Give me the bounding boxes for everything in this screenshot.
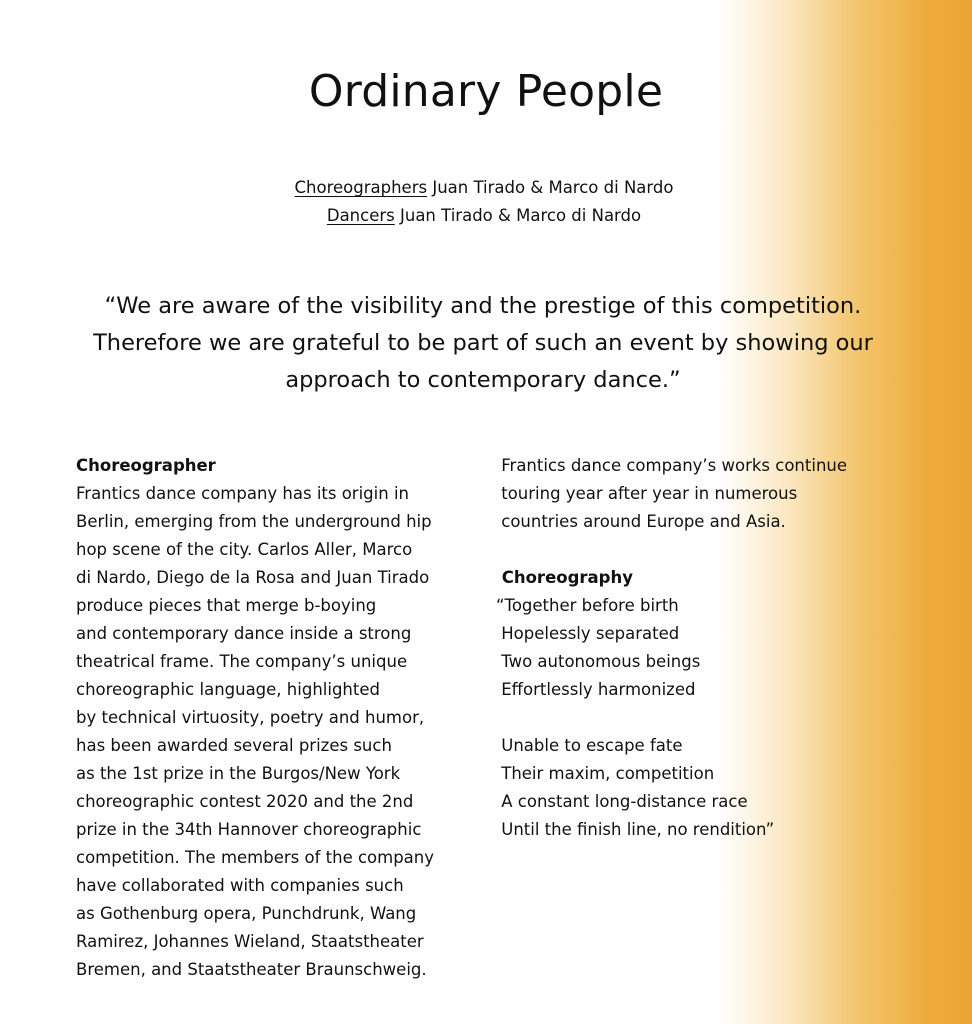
credits-block (0, 174, 968, 230)
choreographers-role-label: Choreographers (294, 178, 428, 197)
dancers-names: Juan Tirado & Marco di Nardo (400, 206, 642, 225)
dancers-credit (0, 202, 968, 230)
pull-quote: “We are aware of the visibility and the prestige of this competition. Therefore we are grateful to be part of such an event by showing our approach to contemporary dance.” (93, 293, 873, 393)
stanza-spacer (496, 704, 896, 732)
choreographer-section (76, 452, 486, 984)
choreographer-bio: Frantics dance company has its origin in Berlin, emerging from the underground hip hop scene of the city. Carlos Aller, Marco di Nardo, Diego de la Rosa and Juan Tirado produce pieces that merge b-boying and contemporary dance inside a strong theatrical frame. The company’s unique choreographic language, highlighted by technical virtuosity, poetry and humor, has been awarded several prizes such as the 1st prize in the Burgos/New York choreographic contest 2020 and the 2nd prize in the 34th Hannover choreographic competition. The members of the company have collaborated with companies such as Gothenburg opera, Punchdrunk, Wang Ramirez, Johannes Wieland, Staatstheater Bremen, and Staatstheater Braunschweig. (76, 484, 435, 979)
choreographer-heading: Choreographer (76, 456, 216, 475)
section-spacer (496, 536, 896, 564)
choreographers-credit (0, 174, 968, 202)
dancers-role-label: Dancers (326, 206, 395, 225)
choreography-heading: Choreography (496, 568, 633, 587)
poem-stanza-1: “Together before birth Hopelessly separated Two autonomous beings Effortlessly harmonized (496, 596, 701, 699)
page-title: Ordinary People (308, 66, 664, 117)
company-touring-text: Frantics dance company’s works continue touring year after year in numerous countries around Europe and Asia. (501, 456, 848, 531)
choreography-section (496, 452, 896, 844)
choreographers-names: Juan Tirado & Marco di Nardo (432, 178, 674, 197)
poem-stanza-2: Unable to escape fate Their maxim, competition A constant long-distance race Until the finish line, no rendition” (501, 736, 775, 839)
